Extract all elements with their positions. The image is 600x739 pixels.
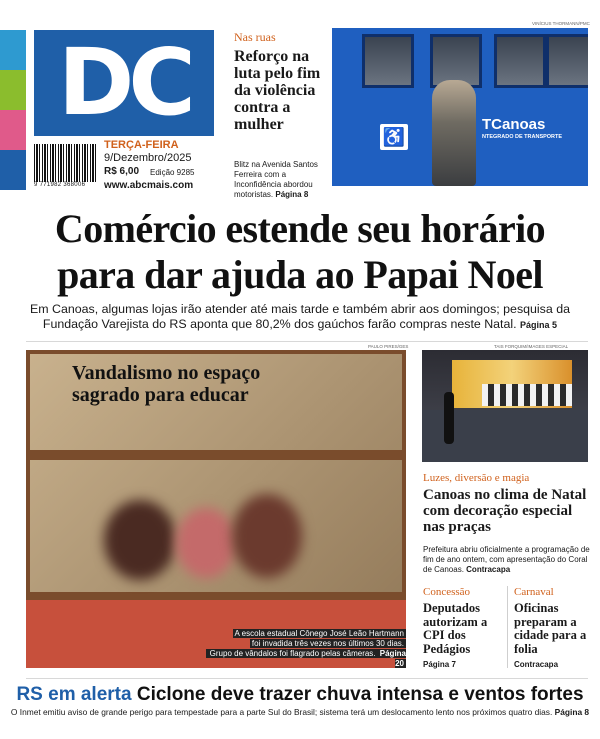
newspaper-logo[interactable]: DC [34, 30, 214, 136]
teaser-label: Nas ruas [234, 30, 276, 44]
christmas-body [423, 545, 593, 575]
bus-subtitle: NTEGRADO DE TRANSPORTE [482, 134, 563, 140]
photo-caption [200, 629, 406, 669]
bus-photo [332, 28, 588, 186]
teaser-body [234, 160, 326, 200]
barcode [34, 144, 98, 182]
bus-brand: TCanoas [482, 116, 546, 133]
christmas-body-text: Prefeitura abriu oficialmente a programação de fim de ano ontem, com apresentação do Coral de Canoas. [423, 545, 590, 574]
christmas-label: Luzes, diversão e magia [423, 472, 530, 484]
teaser-headline[interactable]: Reforço na luta pelo fim da violência contra a mulher [234, 48, 321, 133]
officer-figure [432, 80, 476, 186]
vandal-headline[interactable]: Vandalismo no espaço sagrado para educar [72, 362, 261, 406]
color-strip [0, 30, 26, 190]
alert-page: Página 8 [554, 707, 590, 717]
main-deck-text: Em Canoas, algumas lojas irão atender até mais tarde e também abrir aos domingos; pesquisa da Fundação Varejista do RS aponta que 80,2% dos gaúchos farão compras neste Natal. [30, 302, 570, 331]
conductor-figure [444, 392, 454, 444]
caption-line: foi invadida três vezes nos últimos 30 dias. [251, 639, 404, 648]
issue-price: R$ 6,00 [104, 166, 140, 177]
issue-edition: Edição 9285 [150, 168, 195, 177]
christmas-headline[interactable]: Canoas no clima de Natal com decoração especial nas praças [423, 487, 587, 535]
concessao-page: Página 7 [423, 660, 456, 669]
alert-body-text: O Inmet emitiu aviso de grande perigo para tempestade para a parte Sul do Brasil; sistema terá um deslocamento lento nos próximos quatro dias. [10, 707, 553, 717]
caption-line: A escola estadual Cônego José Leão Hartmann [234, 629, 404, 638]
blurred-child [176, 508, 236, 578]
wheelchair-icon: ♿ [380, 124, 408, 150]
strip-block [0, 110, 26, 150]
strip-block [0, 30, 26, 70]
teaser-body-text: Blitz na Avenida Santos Ferreira com a Inconfidência abordou motoristas. [234, 160, 318, 199]
photo-credit: PAULO PIRES/GES [368, 344, 409, 349]
alert-kicker: RS em alerta [16, 684, 132, 705]
strip-block [0, 150, 26, 190]
caption-line [206, 649, 406, 668]
caption-page: Página 20 [379, 649, 406, 668]
choir [482, 384, 572, 406]
main-headline-line1: Comércio estende seu horário [54, 206, 546, 251]
carnaval-headline[interactable]: Oficinas preparam a cidade para a folia [514, 601, 587, 656]
main-page: Página 5 [520, 320, 558, 330]
bus-window [362, 34, 414, 88]
divider [26, 678, 588, 679]
issue-date: 9/Dezembro/2025 [104, 152, 192, 164]
concessao-label: Concessão [423, 586, 471, 598]
blurred-child [104, 500, 176, 580]
divider [26, 341, 588, 342]
photo-credit: TAIS FORQUIM/IMAGES ESPECIAL [494, 344, 569, 349]
main-headline[interactable] [14, 206, 586, 298]
site-link[interactable]: www.abcmais.com [104, 180, 194, 191]
teaser-page: Página 8 [275, 190, 309, 199]
christmas-stage-photo [422, 350, 588, 462]
concessao-headline[interactable]: Deputados autorizam a CPI dos Pedágios [423, 601, 488, 656]
strip-block [0, 70, 26, 110]
blurred-child [232, 494, 302, 578]
main-headline-line2: para dar ajuda ao Papai Noel [57, 252, 543, 297]
bus-window [546, 34, 588, 88]
photo-credit: VINÍCIUS THORMANN/PMC [532, 21, 590, 26]
carnaval-page: Contracapa [514, 660, 559, 669]
alert-body [10, 707, 590, 717]
main-deck [30, 302, 570, 333]
carnaval-label: Carnaval [514, 586, 554, 598]
christmas-page: Contracapa [466, 565, 511, 574]
caption-text: Grupo de vândalos foi flagrado pelas câmeras. [209, 649, 376, 658]
barcode-number: 9 771982 368006 [34, 182, 86, 188]
alert-headline[interactable] [0, 684, 600, 706]
alert-title: Ciclone deve trazer chuva intensa e ventos fortes [136, 684, 584, 705]
bus-window [494, 34, 546, 88]
column-divider [507, 586, 508, 668]
issue-day: TERÇA-FEIRA [104, 139, 179, 151]
